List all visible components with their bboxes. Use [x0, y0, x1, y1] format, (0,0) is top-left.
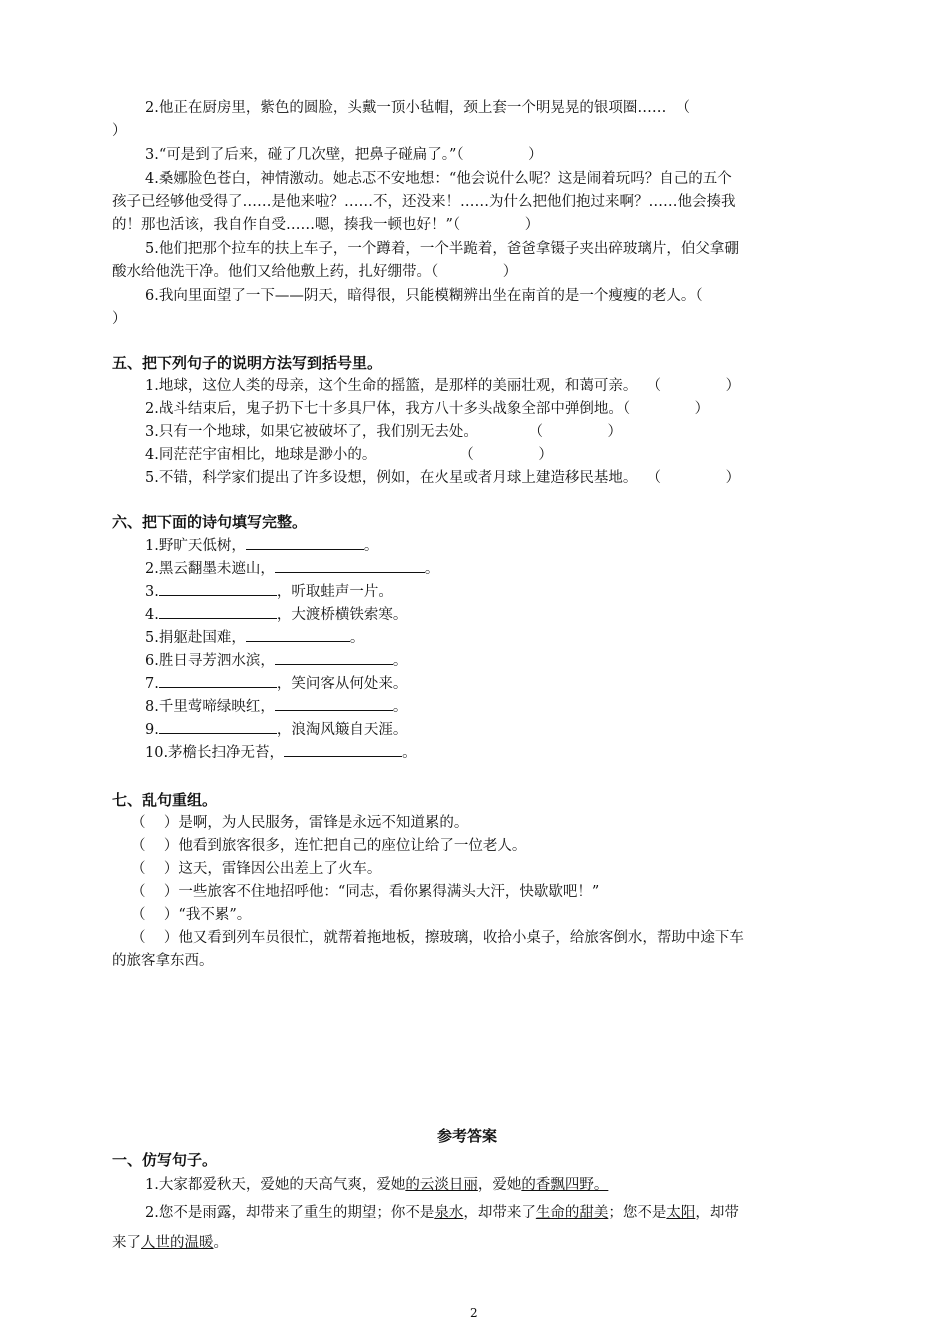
- s4-item4-line2: 孩子已经够他受得了……是他来啦？……不，还没来！……为什么把他们抱过来啊？……他会揍我: [112, 194, 736, 210]
- s4-item2-line2: ）: [112, 123, 127, 139]
- s5-item2: 2.战斗结束后，鬼子扔下七十多具尸体，我方八十多头战象全部中弹倒地。（ ）: [145, 401, 710, 417]
- poem-line-3: 3. ，听取蛙声一片。: [145, 581, 393, 602]
- s7-item4: （ ）一些旅客不住地招呼他：“同志，看你累得满头大汗，快歇歇吧！”: [131, 884, 600, 900]
- answers-heading: 一、仿写句子。: [112, 1151, 218, 1169]
- s7-item5: （ ）“我不累”。: [131, 907, 252, 923]
- poem-line-1: 1.野旷天低树， 。: [145, 535, 378, 556]
- s5-item5: 5.不错，科学家们提出了许多设想，例如，在火星或者月球上建造移民基地。 （ ）: [145, 470, 741, 486]
- s5-item1: 1.地球，这位人类的母亲，这个生命的摇篮，是那样的美丽壮观，和蔼可亲。 （ ）: [145, 378, 741, 394]
- s5-item4: 4.同茫茫宇宙相比，地球是渺小的。 （ ）: [145, 447, 553, 463]
- poem-line-5: 5.捐躯赴国难， 。: [145, 627, 364, 648]
- poem-line-9: 9. ，浪淘风簸自天涯。: [145, 719, 407, 740]
- page-number: 2: [470, 1306, 478, 1320]
- answer-2-line1: 2.您不是雨露，却带来了重生的期望；你不是泉水，却带来了生命的甜美；您不是太阳，却带: [145, 1205, 739, 1221]
- poem-blank[interactable]: [246, 535, 364, 550]
- s7-item1: （ ）是啊，为人民服务，雷锋是永远不知道累的。: [131, 815, 469, 831]
- answers-title: 参考答案: [437, 1127, 498, 1145]
- poem-blank[interactable]: [246, 627, 350, 642]
- poem-line-7: 7. ，笑问客从何处来。: [145, 673, 407, 694]
- poem-blank[interactable]: [159, 604, 277, 619]
- section5-heading: 五、把下列句子的说明方法写到括号里。: [112, 354, 383, 372]
- s4-item3: 3.“可是到了后来，碰了几次壁，把鼻子碰扁了。”（ ）: [145, 147, 543, 163]
- s4-item6-line2: ）: [112, 311, 127, 327]
- s7-item3: （ ）这天，雷锋因公出差上了火车。: [131, 861, 382, 877]
- poem-blank[interactable]: [275, 558, 425, 573]
- s4-item6-line1: 6.我向里面望了一下——阴天，暗得很，只能模糊辨出坐在南首的是一个瘦瘦的老人。（: [145, 288, 703, 304]
- section7-heading: 七、乱句重组。: [112, 791, 218, 809]
- poem-blank[interactable]: [159, 719, 277, 734]
- poem-blank[interactable]: [284, 742, 402, 757]
- poem-blank[interactable]: [275, 650, 393, 665]
- answer-2-line2: 来了人世的温暖。: [112, 1235, 228, 1251]
- poem-line-4: 4. ，大渡桥横铁索寒。: [145, 604, 407, 625]
- s4-item2-line1: 2.他正在厨房里，紫色的圆脸，头戴一顶小毡帽，颈上套一个明晃晃的银项圈…… （: [145, 100, 691, 116]
- s4-item4-line1: 4.桑娜脸色苍白，神情激动。她忐忑不安地想：“他会说什么呢？这是闹着玩吗？自己的五个: [145, 171, 732, 187]
- s4-item5-line2: 酸水给他洗干净。他们又给他敷上药，扎好绷带。（ ）: [112, 264, 518, 280]
- poem-line-10: 10.茅檐长扫净无苔， 。: [145, 742, 417, 763]
- s5-item3: 3.只有一个地球，如果它被破坏了，我们别无去处。 （ ）: [145, 424, 623, 440]
- s7-item2: （ ）他看到旅客很多，连忙把自己的座位让给了一位老人。: [131, 838, 527, 854]
- poem-line-8: 8.千里莺啼绿映红， 。: [145, 696, 407, 717]
- s7-item6-line1: （ ）他又看到列车员很忙，就帮着拖地板，擦玻璃，收拾小桌子，给旅客倒水，帮助中途下车: [131, 930, 744, 946]
- s4-item5-line1: 5.他们把那个拉车的扶上车子，一个蹲着，一个半跪着，爸爸拿镊子夹出碎玻璃片，伯父拿硼: [145, 241, 739, 257]
- section6-heading: 六、把下面的诗句填写完整。: [112, 513, 308, 531]
- poem-line-2: 2.黑云翻墨未遮山， 。: [145, 558, 439, 579]
- poem-line-6: 6.胜日寻芳泗水滨， 。: [145, 650, 407, 671]
- s7-item6-line2: 的旅客拿东西。: [112, 953, 214, 969]
- s4-item4-line3: 的！那也活该，我自作自受……嗯，揍我一顿也好！”（ ）: [112, 217, 540, 233]
- poem-blank[interactable]: [159, 581, 277, 596]
- poem-blank[interactable]: [275, 696, 393, 711]
- answer-1: 1.大家都爱秋天，爱她的天高气爽，爱她的云淡日丽，爱她的香飘四野。: [145, 1177, 609, 1193]
- poem-blank[interactable]: [159, 673, 277, 688]
